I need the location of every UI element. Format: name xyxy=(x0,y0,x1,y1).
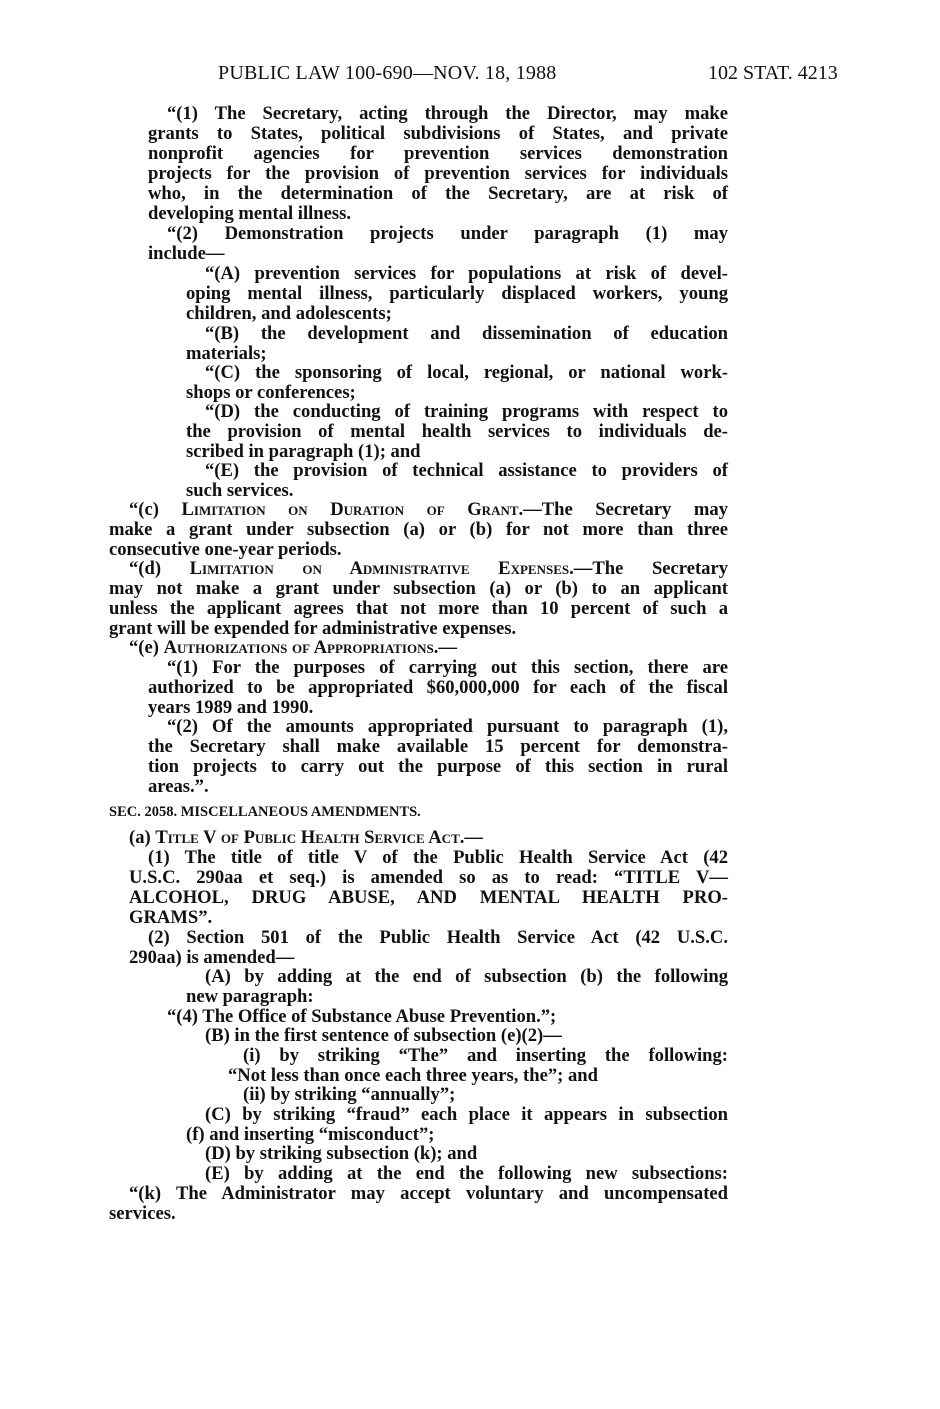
text-line: “(A) prevention services for populations at risk of devel- xyxy=(205,263,728,284)
text-line: authorized to be appropriated $60,000,000 for each of the fiscal xyxy=(148,677,728,698)
text-line: years 1989 and 1990. xyxy=(148,697,314,718)
text-line: 290aa) is amended— xyxy=(129,947,295,968)
text-line: (f) and inserting “misconduct”; xyxy=(186,1124,435,1145)
text-line: “(4) The Office of Substance Abuse Prevention.”; xyxy=(167,1006,557,1027)
text-line: grants to States, political subdivisions of States, and private xyxy=(148,123,728,144)
text-line: scribed in paragraph (1); and xyxy=(186,441,421,462)
text-line: “(E) the provision of technical assistance to providers of xyxy=(205,460,728,481)
text-line: (2) Section 501 of the Public Health Service Act (42 U.S.C. xyxy=(148,927,728,948)
text-line: include— xyxy=(148,243,225,264)
text-line: “(D) the conducting of training programs with respect to xyxy=(205,401,728,422)
text-line: “(2) Of the amounts appropriated pursuant to paragraph (1), xyxy=(167,716,728,737)
text-line: (E) by adding at the end the following new subsections: xyxy=(205,1163,728,1184)
text-line: developing mental illness. xyxy=(148,203,351,224)
text-line: materials; xyxy=(186,343,267,364)
text-line: nonprofit agencies for prevention services demonstration xyxy=(148,143,728,164)
text-line: tion projects to carry out the purpose of this section in rural xyxy=(148,756,728,777)
subsection-d-heading-line: “(d) Limitation on Administrative Expenses.—The Secretary xyxy=(129,558,729,579)
subsection-e-heading-line: “(e) Authorizations of Appropriations.— xyxy=(129,637,457,658)
text-line: the Secretary shall make available 15 percent for demonstra- xyxy=(148,736,728,757)
running-header-law: PUBLIC LAW 100-690—NOV. 18, 1988 xyxy=(218,62,557,84)
subsection-heading: Limitation on Duration of Grant. xyxy=(181,499,524,520)
text-line: grant will be expended for administrative expenses. xyxy=(109,618,517,639)
text-line: “(1) The Secretary, acting through the Director, may make xyxy=(167,103,728,124)
text-line: who, in the determination of the Secretary, are at risk of xyxy=(148,183,728,204)
text-line: “(2) Demonstration projects under paragraph (1) may xyxy=(167,223,728,244)
subsection-heading: Limitation on Administrative Expenses. xyxy=(189,558,574,579)
text-line: ALCOHOL, DRUG ABUSE, AND MENTAL HEALTH PRO- xyxy=(129,887,728,908)
text-line: such services. xyxy=(186,480,294,501)
text-line: GRAMS”. xyxy=(129,907,213,928)
text-line: (B) in the first sentence of subsection (e)(2)— xyxy=(205,1025,562,1046)
text-line: the provision of mental health services to individuals de- xyxy=(186,421,728,442)
text-line: (D) by striking subsection (k); and xyxy=(205,1143,478,1164)
text-line: areas.”. xyxy=(148,776,209,797)
text-line: (A) by adding at the end of subsection (b) the following xyxy=(205,966,728,987)
text-line: (i) by striking “The” and inserting the following: xyxy=(243,1045,728,1066)
subsection-heading: Authorizations of Appropriations. xyxy=(163,637,439,658)
text-line: (1) The title of title V of the Public Health Service Act (42 xyxy=(148,847,728,868)
section-heading: SEC. 2058. MISCELLANEOUS AMENDMENTS. xyxy=(109,804,421,820)
text-line: “(C) the sponsoring of local, regional, or national work- xyxy=(205,362,728,383)
text-line: services. xyxy=(109,1203,176,1224)
text-line: may not make a grant under subsection (a) or (b) to an applicant xyxy=(109,578,728,599)
text-line: U.S.C. 290aa et seq.) is amended so as to read: “TITLE V— xyxy=(129,867,728,888)
text-line: (ii) by striking “annually”; xyxy=(243,1084,456,1105)
text-line: unless the applicant agrees that not more than 10 percent of such a xyxy=(109,598,728,619)
subsection-c-heading-line: “(c) Limitation on Duration of Grant.—The Secretary may xyxy=(129,499,728,520)
text-line: projects for the provision of prevention services for individuals xyxy=(148,163,728,184)
text-line: oping mental illness, particularly displaced workers, young xyxy=(186,283,728,304)
running-header-stat: 102 STAT. 4213 xyxy=(708,62,838,84)
subsection-a-heading-line: (a) Title V of Public Health Service Act.— xyxy=(129,827,483,848)
text-line: shops or conferences; xyxy=(186,382,356,403)
text-line: “(k) The Administrator may accept voluntary and uncompensated xyxy=(129,1183,728,1204)
text-line: “(B) the development and dissemination of education xyxy=(205,323,728,344)
text-line: make a grant under subsection (a) or (b) for not more than three xyxy=(109,519,728,540)
text-line: new paragraph: xyxy=(186,986,314,1007)
subsection-heading: Title V of Public Health Service Act. xyxy=(155,827,465,848)
text-line: (C) by striking “fraud” each place it appears in subsection xyxy=(205,1104,728,1125)
text-line: children, and adolescents; xyxy=(186,303,392,324)
text-line: consecutive one-year periods. xyxy=(109,539,342,560)
text-line: “(1) For the purposes of carrying out this section, there are xyxy=(167,657,728,678)
text-line: “Not less than once each three years, the”; and xyxy=(228,1065,598,1086)
